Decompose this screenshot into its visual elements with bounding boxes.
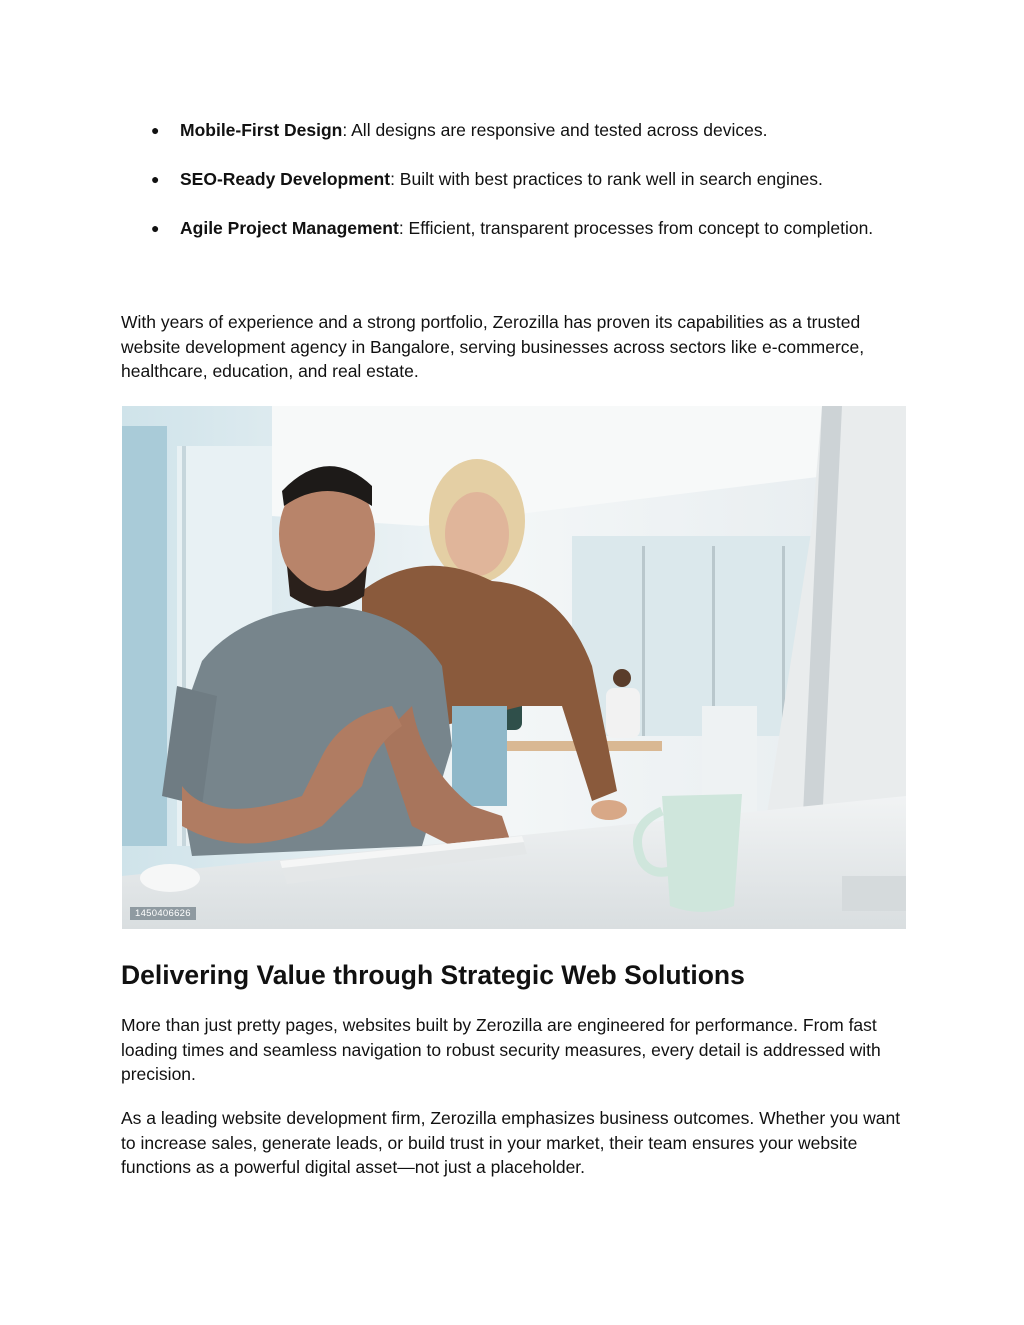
list-item (121, 167, 911, 191)
list-item-title: Mobile-First Design (180, 120, 343, 140)
list-item-title: Agile Project Management (180, 218, 399, 238)
image-stock-id: 1450406626 (130, 907, 196, 920)
list-item (121, 118, 911, 142)
bullet-icon: ● (151, 220, 160, 236)
list-item-title: SEO-Ready Development (180, 169, 391, 189)
section-heading: Delivering Value through Strategic Web Solutions (121, 960, 745, 990)
intro-paragraph: With years of experience and a strong portfolio, Zerozilla has proven its capabilities as a trusted website development agency in Bangalore, serving businesses across sectors like e-commerce, healthcare, education, and real estate. (121, 312, 865, 381)
bullet-icon: ● (151, 122, 160, 138)
list-item-text: : Efficient, transparent processes from concept to completion. (398, 218, 874, 238)
list-item (121, 216, 911, 240)
section-paragraph: More than just pretty pages, websites built by Zerozilla are engineered for performance. From fast loading times and seamless navigation to robust security measures, every detail is addressed with precision. (121, 1015, 881, 1084)
office-photo (122, 406, 906, 929)
feature-list (121, 118, 911, 265)
list-item-text: : Built with best practices to rank well in search engines. (390, 169, 823, 189)
section-paragraph: As a leading website development firm, Zerozilla emphasizes business outcomes. Whether you want to increase sales, generate leads, or build trust in your market, their team ensures your website functions as a powerful digital asset—not just a placeholder. (121, 1108, 901, 1177)
list-item-text: : All designs are responsive and tested across devices. (342, 120, 768, 140)
bullet-icon: ● (151, 171, 160, 187)
office-scene-illustration (122, 406, 906, 929)
